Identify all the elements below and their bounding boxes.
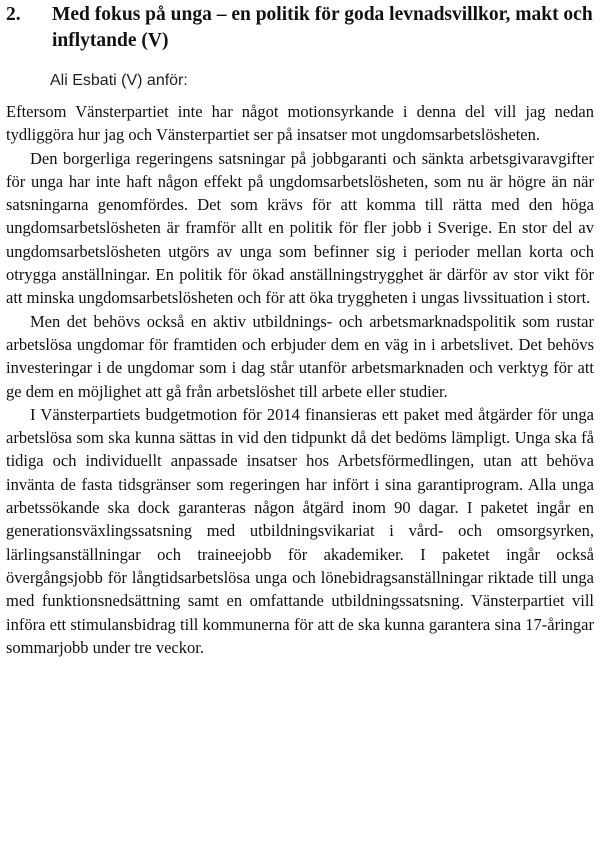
body-text <box>6 100 594 659</box>
section-number: 2. <box>6 4 21 25</box>
section-heading <box>6 2 596 54</box>
paragraph: Den borgerliga regeringens satsningar på jobbgaranti och sänkta arbetsgivaravgifter för unga har inte haft någon effekt på ungdomsarbetslösheten, som nu är högre än när satsningarna genomfördes. Det som krävs för att komma till rätta med den höga ungdomsarbetslösheten är framför allt en politik för fler jobb i Sverige. En stor del av ungdomsarbetslösheten utgörs av unga som befinner sig i perioder mellan korta och otrygga anställningar. En politik för ökad anställningstrygghet är därför av stor vikt för att minska ungdomsarbetslösheten och för att öka tryggheten i ungas livssituation i stort. <box>6 148 594 308</box>
paragraph: I Vänsterpartiets budgetmotion för 2014 finansieras ett paket med åtgärder för unga arbetslösa som ska kunna sättas in vid den tidpunkt då det bedöms lämpligt. Unga ska få tidiga och individuellt anpassade insatser hos Arbetsförmedlingen, utan att behöva invänta de fasta tidsgränser som regeringen har infört i sina garantiprogram. Alla unga arbetssökande ska dock garanteras någon åtgärd inom 90 dagar. I paketet ingår en generationsväxlingssatsning med utbildningsvikariat i vård- och omsorgsyrken, lärlingsanställningar och traineejobb för akademiker. I paketet ingår också övergångsjobb för långtidsarbetslösa unga och lönebidragsanställningar riktade till unga med funktionsnedsättning samt en omfattande utbildningssatsning. Vänsterpartiet vill införa ett stimulansbidrag till kommunerna för att de ska kunna garantera sina 17-åringar sommarjobb under tre veckor. <box>6 404 594 657</box>
speaker-line: Ali Esbati (V) anför: <box>50 72 188 89</box>
paragraph: Men det behövs också en aktiv utbildnings- och arbetsmarknadspolitik som rustar arbetslösa ungdomar för framtiden och erbjuder dem en väg in i arbetslivet. Det behövs investeringar i de ungdomar som i dag står utanför arbetsmarknaden och verktyg för att ge dem en möjlighet att gå från arbetslöshet till arbete eller studier. <box>6 311 594 401</box>
section-title: Med fokus på unga – en politik för goda levnadsvillkor, makt och inflytande (V) <box>52 4 593 51</box>
paragraph: Eftersom Vänsterpartiet inte har något motionsyrkande i denna del vill jag nedan tydliggöra hur jag och Vänsterpartiet ser på insatser mot ungdomsarbetslösheten. <box>6 102 594 145</box>
